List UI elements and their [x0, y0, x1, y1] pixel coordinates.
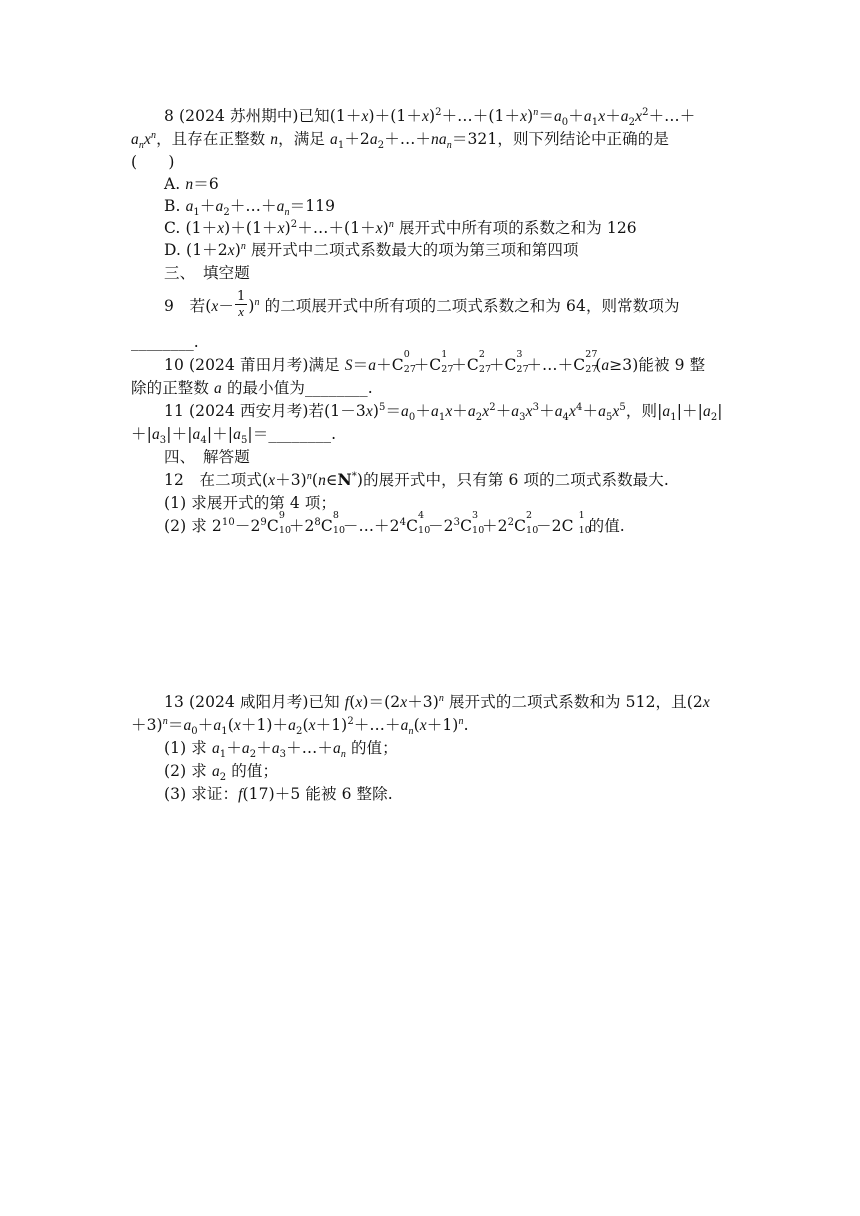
q10-blank[interactable]: ________. [304, 379, 373, 397]
q8-stem-d: ，则下列结论中正确的是 [497, 130, 669, 148]
q10-stem-d: 的最小值为 [226, 379, 305, 397]
q8-answer-paren: ( ) [131, 153, 175, 171]
q11-stem-a: 若 [308, 402, 325, 420]
q13-number: 13 [164, 693, 184, 711]
q12-part-2-text-b: 的值. [588, 517, 625, 535]
q8-option-d-label: D. [164, 241, 182, 259]
q8-option-d: D. $(1+2x)^n$ 展开式中二项式系数最大的项为第三项和第四项 [164, 240, 579, 259]
q9-number: 9 [164, 297, 174, 315]
q10-number: 10 [164, 356, 184, 374]
q13-part-1: (1) 求 $a_1+a_2+a_3+\dots+a_n$ 的值； [164, 739, 398, 761]
q8-line-2: $a_nx^n$，且存在正整数 n，满足 $a_1+2a_2+\dots+na_n=321$，则下列结论中正确的是 [131, 129, 669, 152]
q13-part-3-label: (3) [164, 785, 187, 803]
q11-number: 11 [164, 402, 184, 420]
q9-blank[interactable]: ________. [131, 333, 199, 351]
q12-part-1-label: (1) [164, 494, 187, 512]
q11-line-2: $+|a_3|+|a_4|+|a_5|=\_\_\_\_\_\_\_\_$. [131, 425, 337, 447]
q8-line-3 [131, 151, 731, 173]
q13-part-1-text-b: 的值； [350, 739, 398, 757]
q12-part-2-text-a: 求 [191, 517, 207, 535]
q12-stem-b: 的展开式中，只有第 6 项的二项式系数最大. [363, 471, 669, 489]
q10-source: (2024 莆田月考) [188, 356, 309, 374]
q10-line-2: 除的正整数 a 的最小值为________. [131, 379, 373, 397]
q13-stem-a: 已知 [308, 693, 340, 711]
q8-option-d-text: 展开式中二项式系数最大的项为第三项和第四项 [251, 241, 579, 259]
q8-number: 8 [164, 107, 174, 125]
section-fill-in-title: 三、 填空题 [164, 264, 250, 282]
q9-fraction: $\frac{1}{x}$ [236, 289, 246, 319]
q11-blank[interactable]: ________. [268, 425, 337, 443]
q13-part-2-text-a: 求 [191, 762, 207, 780]
q8-option-a-label: A. [164, 175, 181, 193]
q8-option-b-value: 119 [305, 197, 336, 215]
q13-part-3-text-a: 求证： [191, 785, 239, 803]
q13-source: (2024 咸阳月考) [188, 693, 309, 711]
q12-part-1 [164, 492, 764, 514]
q13-line-1: 13 (2024 咸阳月考)已知 $f(x)=(2x+3)^n$ 展开式的二项式系数和为 512，且(2x [164, 692, 710, 711]
q13-part-2: (2) 求 $a_2$ 的值； [164, 762, 279, 784]
q13-part-3-text-b: 能被 6 整除. [305, 785, 393, 803]
q13-part-2-label: (2) [164, 762, 187, 780]
q10-stem-b: 能被 9 整 [638, 356, 706, 374]
q8-stem-c: ，满足 [278, 130, 325, 148]
q12-part-2: (2) 求 $2^{10}-2^9C$ 9 10 $+2^8C$ 8 10 $-\dots+2^4C$ 4 10 $-2^3C$ 3 10 $+2^2C$ 2 10 －2C 1 10 的值. [164, 510, 625, 536]
q12-part-1-text: 求展开式的第 4 项； [191, 494, 337, 512]
q11-source: (2024 西安月考) [188, 402, 309, 420]
q8-option-a: A. n＝6 [164, 175, 219, 193]
q12-stem-a: 在二项式 [199, 471, 262, 489]
q8-option-b-label: B. [164, 197, 181, 215]
q12-number: 12 [164, 471, 184, 489]
q8-sum-value: 321 [467, 130, 498, 148]
q10-stem-a: 满足 [308, 356, 340, 374]
q8-option-c-text: 展开式中所有项的系数之和为 126 [399, 219, 637, 237]
q8-option-b: B. $a_1+a_2+\dots+a_n=119$ [164, 197, 336, 219]
q10-line-1: 10 (2024 莆田月考)满足 S＝a＋C 0 27 ＋C 1 27 ＋C 2 27 ＋C 3 27 ＋…＋C 27 27 (a≥3)能被 9 整 [164, 349, 706, 375]
q11-line-1: 11 (2024 西安月考)若$(1-3x)^5=a_0+a_1x+a_2x^2+a_3x^3+a_4x^4+a_5x^5$，则$|a_1|+|a_2|$ [164, 401, 723, 424]
q8-option-c: C. $(1+x)+(1+x)^2+\dots+(1+x)^n$ 展开式中所有项的系数之和为 126 [164, 218, 637, 237]
q13-part-2-text-b: 的值； [231, 762, 279, 780]
q9-line-1: 9 若(x－ $\frac{1}{x}$ )$^n$ 的二项展开式中所有项的二项式系数之和为 64，则常数项为 [164, 289, 680, 319]
q11-stem-b: ，则 [625, 402, 658, 420]
q9-stem-a: 若 [189, 297, 206, 315]
q9-stem-b: 的二项展开式中所有项的二项式系数之和为 64，则常数项为 [264, 297, 680, 315]
q13-line-2: $+3)^n=a_0+a_1(x+1)+a_2(x+1)^2+\dots+a_n(x+1)^n$. [131, 715, 469, 738]
q13-stem-b: 展开式的二项式系数和为 512，且 [449, 693, 687, 711]
q8-stem-b: ，且存在正整数 [156, 130, 266, 148]
q13-part-3: (3) 求证：f(17)＋5 能被 6 整除. [164, 785, 393, 803]
q8-stem-a: 已知 [298, 107, 330, 125]
q12-line-1: 12 在二项式$(x+3)^n(n\in N^*)$的展开式中，只有第 6 项的二项式系数最大. [164, 470, 669, 489]
q8-option-a-value: 6 [208, 175, 219, 193]
q8-source: (2024 苏州期中) [179, 107, 299, 125]
q13-part-1-text-a: 求 [191, 739, 207, 757]
q13-part-1-label: (1) [164, 739, 187, 757]
q8-option-c-label: C. [164, 219, 181, 237]
section-answer-title: 四、 解答题 [164, 448, 250, 466]
q12-part-2-label: (2) [164, 517, 187, 535]
q10-stem-c: 除的正整数 [131, 379, 210, 397]
q8-line-1: 8 (2024 苏州期中)已知$(1+x)+(1+x)^2+\dots+(1+x)^n=a_0+a_1x+a_2x^2+\dots+$ [164, 106, 696, 129]
